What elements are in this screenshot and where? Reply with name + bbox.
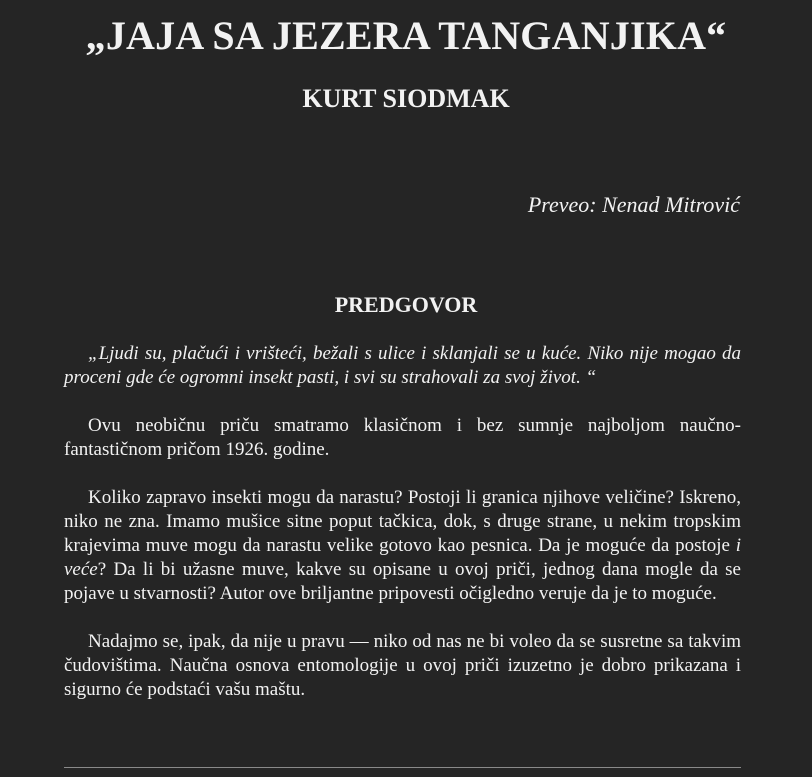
paragraph-2-emphasis: i veće xyxy=(64,535,741,580)
paragraph-2-text-end: ? Da li bi užasne muve, kakve su opisane u ovoj priči, jednog dana mogle da se pojave u stvarnosti? Autor ove briljantne pripovesti očigledno veruje da je to moguće. xyxy=(64,559,741,604)
story-title: „JAJA SA JEZERA TANGANJIKA“ xyxy=(85,13,727,58)
page-divider xyxy=(64,767,741,768)
translator-credit: Preveo: Nenad Mitrović xyxy=(527,192,740,217)
paragraph-1: Ovu neobičnu priču smatramo klasičnom i bez sumnje najboljom naučno-fantastičnom pričom 1926. godine. xyxy=(64,415,741,460)
paragraph-2 xyxy=(64,486,741,606)
foreword-body xyxy=(64,342,741,726)
paragraph-2-text-start: Koliko zapravo insekti mogu da narastu? Postoji li granica njihove veličine? Iskreno, niko ne zna. Imamo mušice sitne poput tačkica, dok, s druge strane, u nekim tropskim krajevima muve mogu da narastu velike gotovo kao pesnica. Da je moguće da postoje xyxy=(64,487,741,556)
opening-quote: „Ljudi su, plačući i vrišteći, bežali s ulice i sklanjali se u kuće. Niko nije mogao da proceni gde će ogromni insekt pasti, i svi su strahovali za svoj život. “ xyxy=(64,343,741,388)
section-heading-predgovor: PREDGOVOR xyxy=(334,292,478,317)
author-name: KURT SIODMAK xyxy=(302,84,510,113)
paragraph-3: Nadajmo se, ipak, da nije u pravu — niko od nas ne bi voleo da se susretne sa takvim čudovištima. Naučna osnova entomologije u ovoj priči izuzetno je dobro prikazana i sigurno će podstaći vašu maštu. xyxy=(64,631,741,700)
